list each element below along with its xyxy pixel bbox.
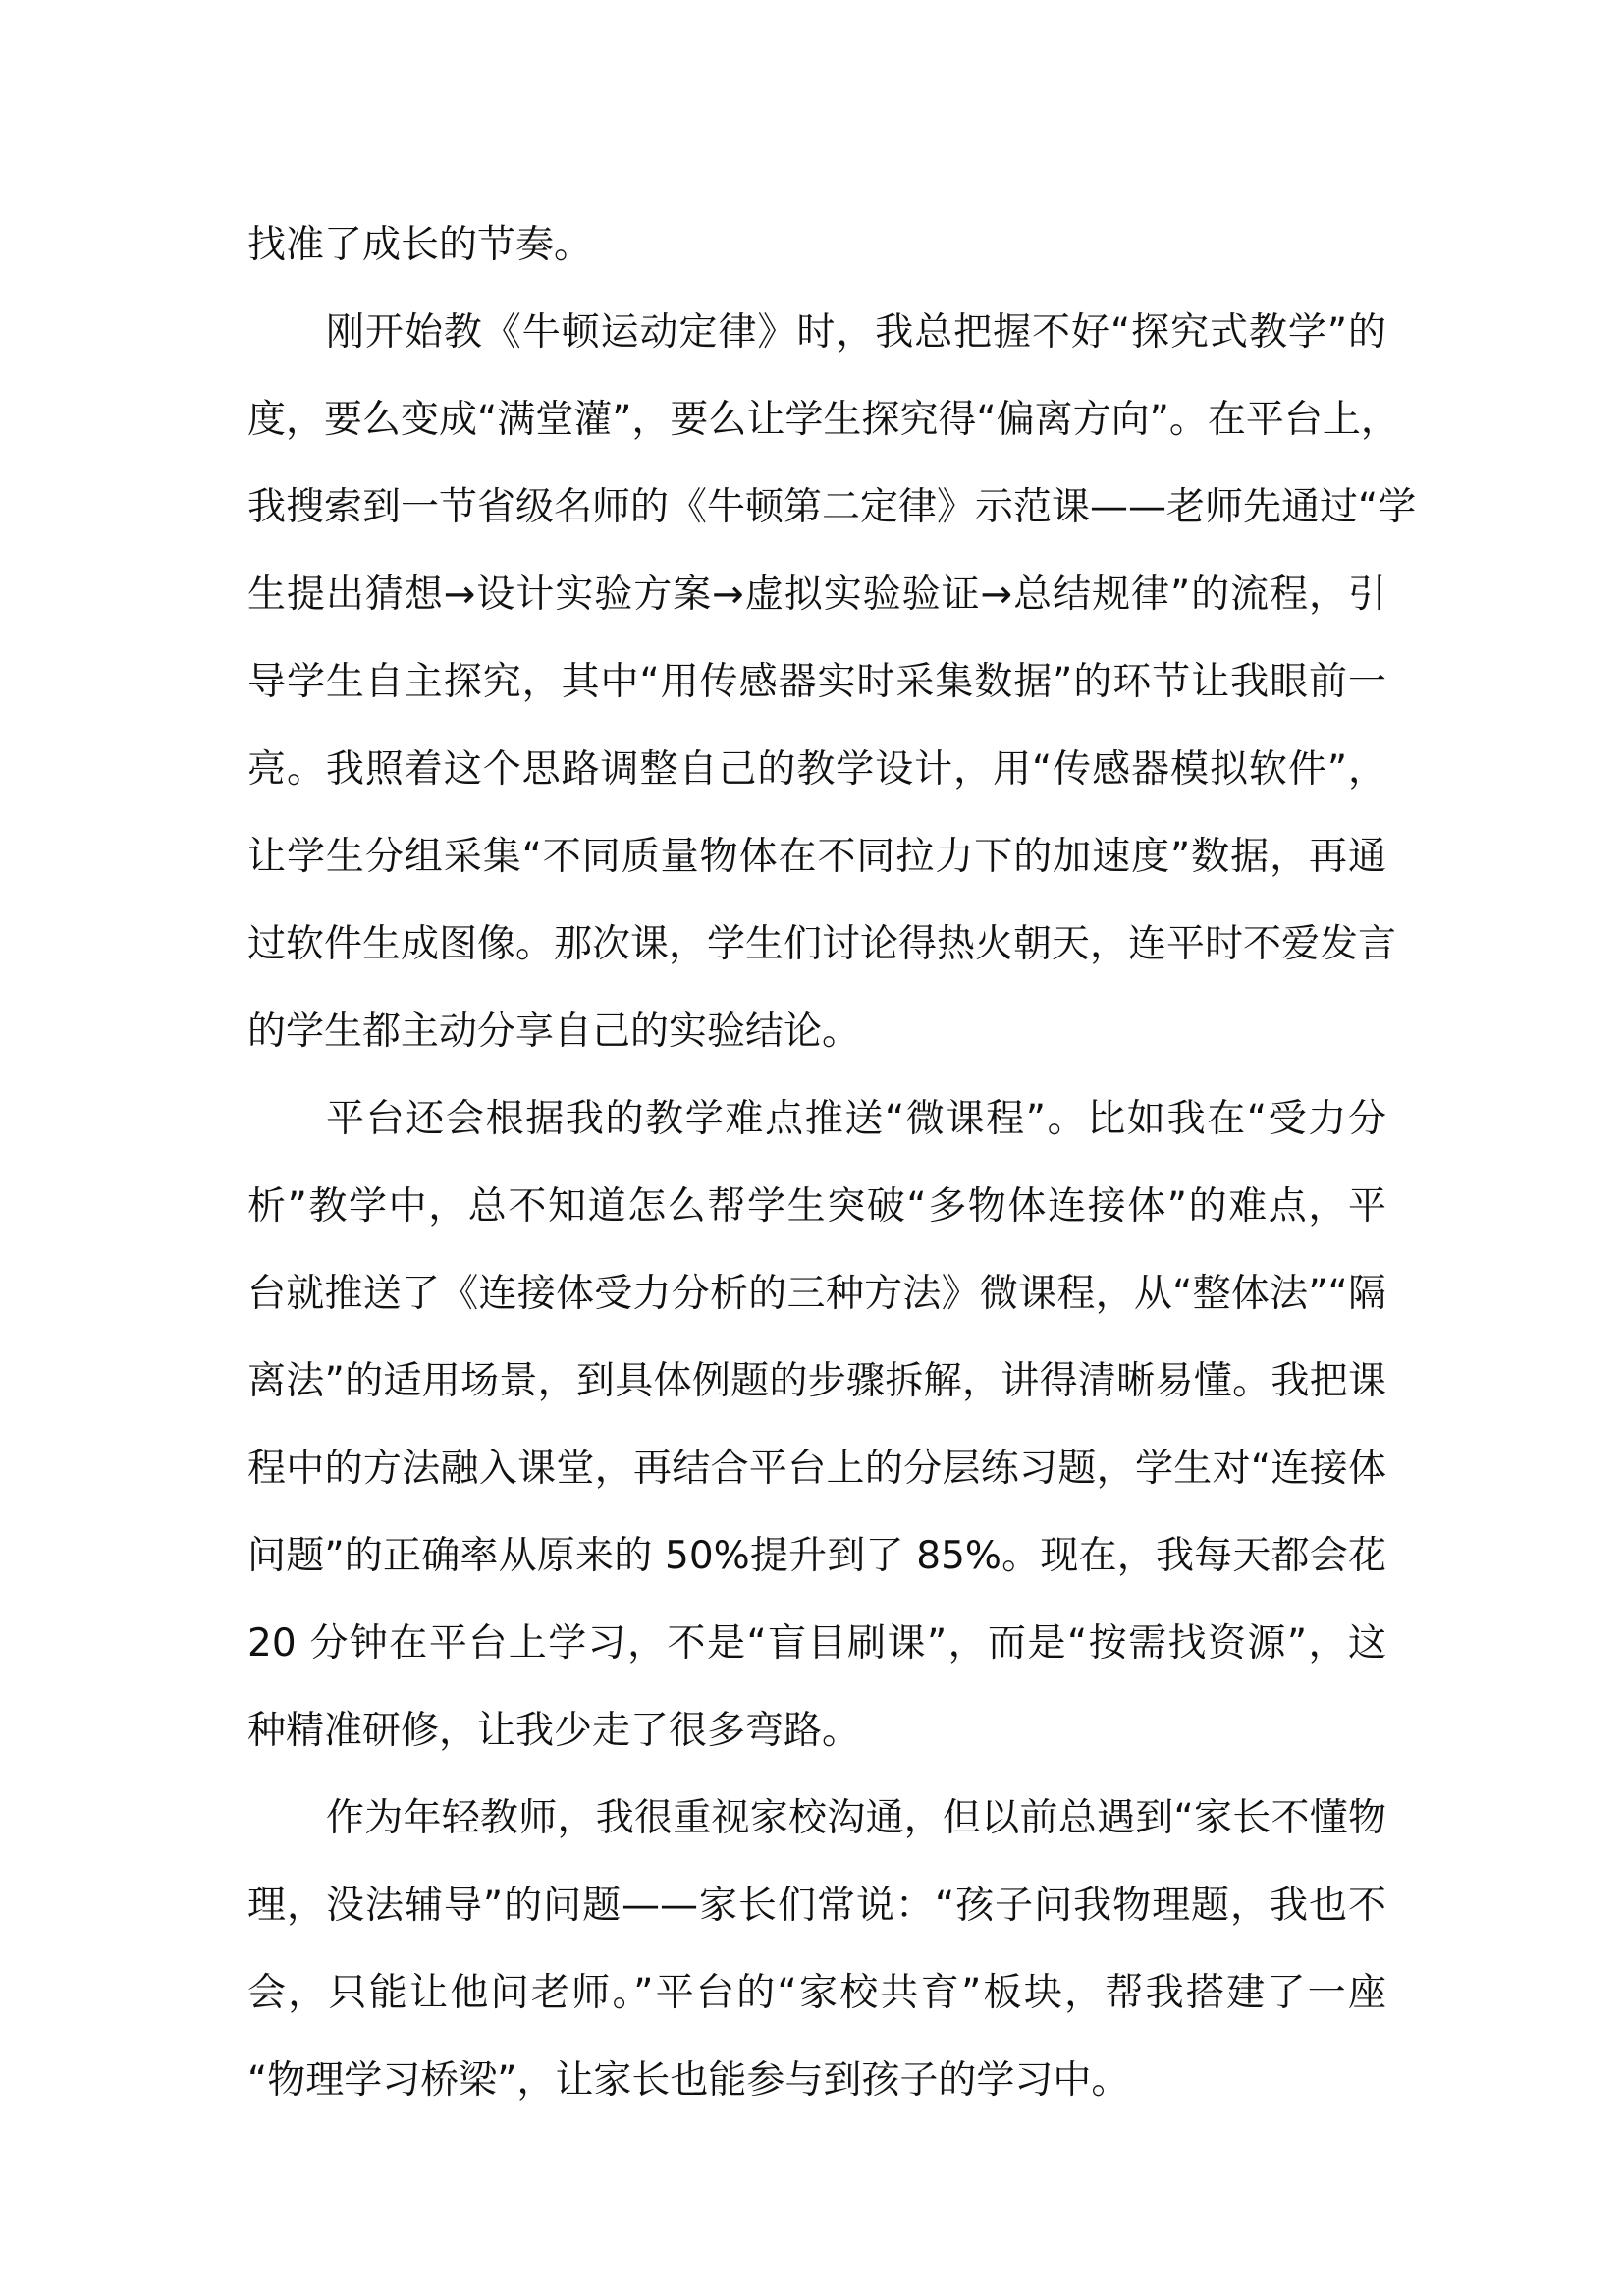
- text-line: 度，要么变成“满堂灌”，要么让学生探究得“偏离方向”。在平台上，: [247, 398, 1399, 442]
- text-line: 台就推送了《连接体受力分析的三种方法》微课程，从“整体法”“隔: [247, 1272, 1386, 1316]
- text-line: 作为年轻教师，我很重视家校沟通，但以前总遇到“家长不懂物: [326, 1796, 1386, 1840]
- text-line: 会，只能让他问老师。”平台的“家校共育”板块，帮我搭建了一座: [247, 1971, 1386, 2015]
- paragraph: [247, 201, 1386, 289]
- text-line: 问题”的正确率从原来的 50%提升到了 85%。现在，我每天都会花: [247, 1534, 1386, 1578]
- text-line: 导学生自主探究，其中“用传感器实时采集数据”的环节让我眼前一: [247, 660, 1386, 704]
- text-line: 程中的方法融入课堂，再结合平台上的分层练习题，学生对“连接体: [247, 1447, 1386, 1491]
- text-line: 的学生都主动分享自己的实验结论。: [247, 1010, 861, 1054]
- text-line: 理，没法辅导”的问题——家长们常说：“孩子问我物理题，我也不: [247, 1884, 1386, 1928]
- text-line: 亮。我照着这个思路调整自己的教学设计，用“传感器模拟软件”，: [247, 747, 1386, 792]
- text-line: 让学生分组采集“不同质量物体在不同拉力下的加速度”数据，再通: [247, 835, 1386, 879]
- paragraph: [247, 1775, 1386, 2124]
- paragraph: [247, 289, 1417, 1075]
- text-line: 我搜索到一节省级名师的《牛顿第二定律》示范课——老师先通过“学: [247, 485, 1417, 529]
- text-line: 刚开始教《牛顿运动定律》时，我总把握不好“探究式教学”的: [326, 310, 1386, 355]
- text-line: 生提出猜想→设计实验方案→虚拟实验验证→总结规律”的流程，引: [247, 573, 1386, 617]
- text-line: “物理学习桥梁”，让家长也能参与到孩子的学习中。: [247, 2058, 1130, 2103]
- body-text: [247, 201, 1417, 2124]
- text-line: 20 分钟在平台上学习，不是“盲目刷课”，而是“按需找资源”，这: [247, 1621, 1386, 1666]
- text-line: 析”教学中，总不知道怎么帮学生突破“多物体连接体”的难点，平: [247, 1184, 1386, 1229]
- text-line: 种精准研修，让我少走了很多弯路。: [247, 1709, 861, 1753]
- text-line: 找准了成长的节奏。: [247, 223, 593, 267]
- paragraph: [247, 1075, 1386, 1775]
- text-line: 平台还会根据我的教学难点推送“微课程”。比如我在“受力分: [326, 1097, 1386, 1141]
- text-line: 离法”的适用场景，到具体例题的步骤拆解，讲得清晰易懂。我把课: [247, 1359, 1386, 1403]
- text-line: 过软件生成图像。那次课，学生们讨论得热火朝天，连平时不爱发言: [247, 922, 1397, 966]
